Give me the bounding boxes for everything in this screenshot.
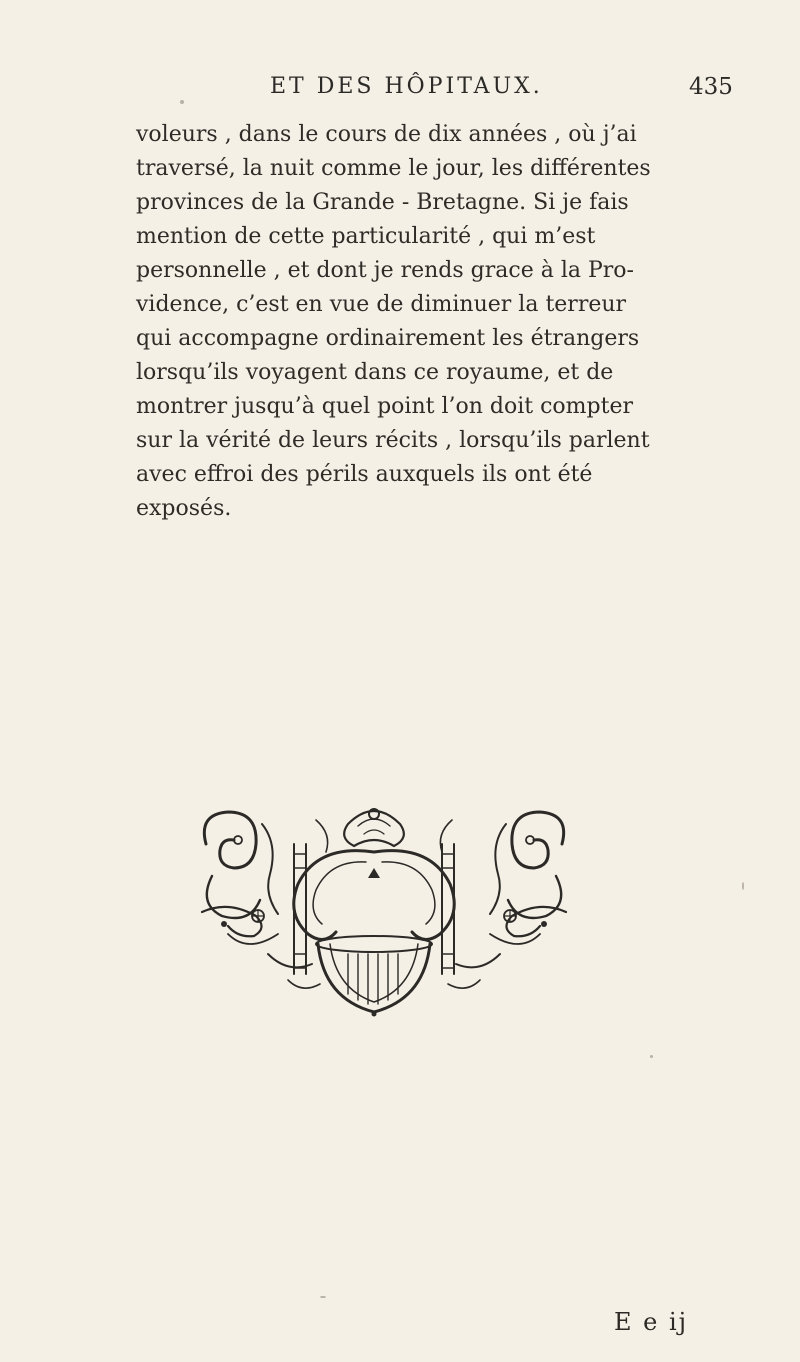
text-line: exposés. (136, 496, 232, 521)
text-line: lorsqu’ils voyagent dans ce royaume, et de (136, 360, 614, 385)
text-line: montrer jusqu’à quel point l’on doit compter (136, 394, 633, 419)
text-line: vidence, c’est en vue de diminuer la terreur (136, 292, 627, 317)
page-number: 435 (689, 74, 733, 100)
text-line: provinces de la Grande - Bretagne. Si je fais (136, 190, 629, 215)
text-line: mention de cette particularité , qui m’est (136, 224, 596, 249)
ornament-tailpiece-icon (198, 804, 570, 1019)
signature-mark: E e ij (614, 1308, 689, 1336)
text-line: personnelle , et dont je rends grace à la Pro- (136, 258, 634, 283)
text-line: voleurs , dans le cours de dix années , où j’ai (136, 122, 637, 147)
text-line: qui accompagne ordinairement les étrangers (136, 326, 640, 351)
text-line: sur la vérité de leurs récits , lorsqu’ils parlent (136, 428, 650, 453)
body-text (136, 118, 736, 526)
paper-speck (180, 100, 184, 104)
paper-speck (320, 1296, 326, 1298)
paper-speck (650, 1055, 653, 1058)
text-line: avec effroi des périls auxquels ils ont été (136, 462, 593, 487)
running-head: ET DES HÔPITAUX. (270, 74, 543, 99)
paper-speck (742, 882, 744, 890)
text-line: traversé, la nuit comme le jour, les différentes (136, 156, 651, 181)
